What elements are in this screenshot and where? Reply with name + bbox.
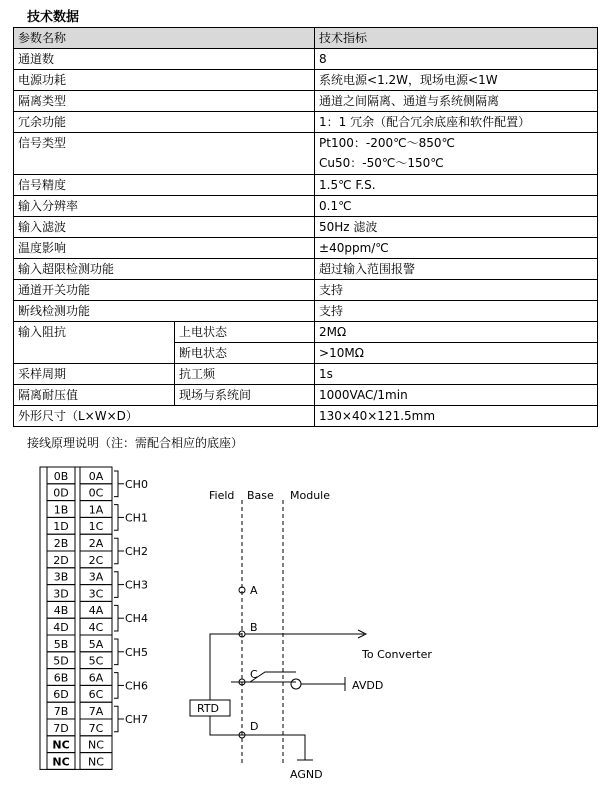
right-terminal-label: NC — [88, 755, 104, 769]
left-terminal-label: 3D — [53, 587, 69, 601]
right-terminal-label: 5C — [88, 654, 104, 668]
left-terminal-label: 5D — [53, 654, 69, 668]
channel-label: CH3 — [125, 578, 148, 592]
right-terminal-label: 1C — [88, 520, 104, 534]
wire-rtd-d — [210, 716, 242, 735]
left-terminal-label: 7D — [53, 721, 69, 735]
left-terminal-label: 7B — [53, 705, 69, 718]
right-terminal-label: 4A — [88, 604, 104, 618]
channel-bracket — [114, 605, 118, 631]
signal-value-cu50: Cu50：-50℃～150℃ — [319, 156, 444, 170]
left-terminal-label: 0D — [53, 486, 69, 500]
right-terminal-label: 0C — [88, 486, 104, 500]
right-terminal-label: 3A — [88, 570, 104, 584]
right-terminal-label: 2C — [88, 553, 104, 567]
row-value: 8 — [315, 49, 598, 70]
channel-label: CH1 — [125, 511, 148, 525]
row-name: 通道开关功能 — [14, 280, 315, 301]
channel-label: CH5 — [125, 645, 148, 659]
row-name: 冗余功能 — [14, 112, 315, 133]
row-name: 输入超限检测功能 — [14, 259, 315, 280]
wiring-note: 接线原理说明（注：需配合相应的底座） — [27, 436, 244, 450]
channel-bracket — [114, 471, 118, 497]
label-d: D — [250, 720, 259, 733]
row-value: 1：1 冗余（配合冗余底座和软件配置） — [315, 112, 598, 133]
right-terminal-label: 1A — [88, 503, 104, 517]
channel-label: CH6 — [125, 679, 148, 693]
current-source-icon — [291, 679, 301, 689]
right-terminal-label: 7A — [88, 705, 104, 718]
left-terminal-label: 5B — [53, 637, 69, 651]
label-to-converter: To Converter — [362, 648, 432, 661]
row-value: 通道之间隔离、通道与系统侧隔离 — [315, 91, 598, 112]
row-subname: 现场与系统间 — [175, 385, 315, 406]
channel-bracket — [114, 673, 118, 699]
row-name: 采样周期 — [14, 364, 175, 385]
signal-value-pt100: Pt100：-200℃～850℃ — [319, 136, 455, 150]
label-agnd: AGND — [290, 768, 323, 781]
row-value: 0.1℃ — [315, 196, 598, 217]
label-b: B — [250, 621, 258, 634]
row-name: 温度影响 — [14, 238, 315, 259]
row-name: 隔离类型 — [14, 91, 315, 112]
row-value: 支持 — [315, 301, 598, 322]
channel-label: CH7 — [125, 713, 148, 726]
row-value: 1.5℃ F.S. — [315, 175, 598, 196]
row-name: 电源功耗 — [14, 70, 315, 91]
left-terminal-label: 6B — [53, 671, 69, 685]
wire-agnd — [242, 735, 305, 760]
label-field: Field — [209, 489, 235, 502]
right-terminal-label: 5A — [88, 637, 104, 651]
row-value: 2MΩ — [315, 322, 598, 343]
channel-bracket — [114, 538, 118, 564]
label-a: A — [250, 584, 258, 597]
channel-bracket — [114, 706, 118, 732]
left-terminal-label: 6D — [53, 688, 69, 702]
right-terminal-label: 6A — [88, 671, 104, 685]
left-terminal-label: NC — [52, 755, 70, 769]
channel-label: CH4 — [125, 612, 148, 626]
right-terminal-label: 4C — [88, 621, 104, 634]
channel-label: CH0 — [125, 477, 148, 491]
channel-bracket — [114, 639, 118, 665]
schematic — [190, 500, 366, 763]
row-name: 输入分辨率 — [14, 196, 315, 217]
label-base: Base — [247, 489, 274, 502]
channel-bracket — [114, 505, 118, 531]
left-terminal-label: 0B — [53, 469, 69, 483]
row-value: 50Hz 滤波 — [315, 217, 598, 238]
right-terminal-label: 2A — [88, 537, 104, 550]
left-terminal-label: 4B — [53, 604, 69, 618]
row-value: 1000VAC/1min — [315, 385, 598, 406]
left-terminal-label: 1D — [53, 520, 69, 534]
left-terminal-label: 2B — [53, 537, 69, 550]
label-module: Module — [290, 489, 330, 502]
right-terminal-label: NC — [88, 738, 104, 752]
row-value: 系统电源<1.2W，现场电源<1W — [315, 70, 598, 91]
row-name: 外形尺寸（L×W×D） — [14, 406, 315, 427]
row-value: ±40ppm/℃ — [315, 238, 598, 259]
wire-b-rtd — [210, 634, 242, 700]
label-rtd: RTD — [197, 702, 220, 715]
row-name: 通道数 — [14, 49, 315, 70]
row-subname: 断电状态 — [175, 343, 315, 364]
right-terminal-label: 3C — [88, 587, 104, 601]
header-spec: 技术指标 — [315, 28, 598, 49]
row-name: 断线检测功能 — [14, 301, 315, 322]
right-terminal-label: 7C — [88, 721, 104, 735]
left-terminal-label: 4D — [53, 621, 69, 634]
left-terminal-label: 3B — [53, 570, 69, 584]
channel-bracket — [114, 572, 118, 598]
label-avdd: AVDD — [352, 679, 384, 692]
label-c: C — [250, 668, 258, 681]
row-subname: 抗工频 — [175, 364, 315, 385]
header-param-name: 参数名称 — [14, 28, 315, 49]
right-terminal-label: 6C — [88, 688, 104, 702]
row-value: 1s — [315, 364, 598, 385]
row-value: >10MΩ — [315, 343, 598, 364]
row-name: 信号精度 — [14, 175, 315, 196]
row-name: 输入滤波 — [14, 217, 315, 238]
channel-label: CH2 — [125, 545, 148, 558]
row-subname: 上电状态 — [175, 322, 315, 343]
row-value: 支持 — [315, 280, 598, 301]
section-title: 技术数据 — [27, 10, 80, 25]
left-terminal-label: 1B — [53, 503, 69, 517]
row-name: 隔离耐压值 — [14, 385, 175, 406]
row-name: 输入阻抗 — [14, 322, 175, 364]
right-terminal-label: 0A — [88, 469, 104, 483]
row-value: 130×40×121.5mm — [315, 406, 598, 427]
row-name: 信号类型 — [14, 133, 315, 175]
left-terminal-label: 2D — [53, 553, 69, 567]
left-terminal-label: NC — [52, 738, 70, 752]
terminal-block — [40, 467, 148, 769]
row-value: 超过输入范围报警 — [315, 259, 598, 280]
